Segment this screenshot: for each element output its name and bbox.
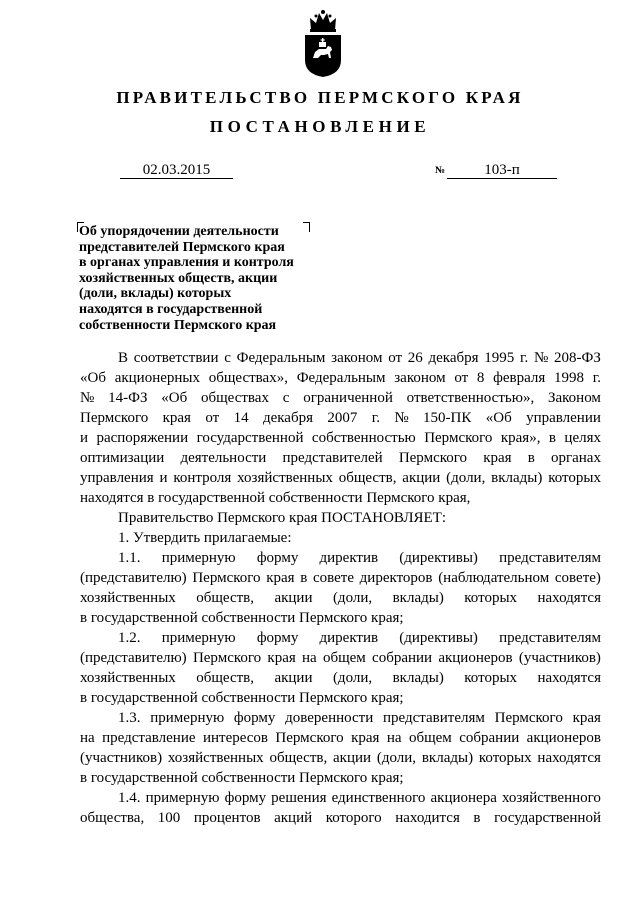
body-line: находятся в государственной собственности Пермского края, xyxy=(80,490,471,506)
body-line: и распоряжении государственной собственностью Пермского края», в целях xyxy=(80,430,601,446)
document-number: 103-п xyxy=(447,162,557,179)
subject-line: в органах управления и контроля xyxy=(79,255,294,271)
body-line: управления и контроля хозяйственных обществ, акции (доли, вклады) которых xyxy=(80,470,601,486)
body-line: «Об акционерных обществах», Федеральным законом от 8 февраля 1998 г. xyxy=(80,370,601,386)
subject-line: находятся в государственной xyxy=(79,301,263,317)
body-line: в государственной собственности Пермского края; xyxy=(80,770,404,786)
document-date: 02.03.2015 xyxy=(120,162,233,179)
body-line: общества, 100 процентов акций которого находится в государственной xyxy=(80,810,601,826)
body-line: на представление интересов Пермского края на общем собрании акционеров xyxy=(80,730,601,746)
document-type: ПОСТАНОВЛЕНИЕ xyxy=(209,117,431,136)
body-line: В соответствии с Федеральным законом от 26 декабря 1995 г. № 208-ФЗ xyxy=(118,350,601,366)
body-line: 1.1. примерную форму директив (директивы) представителям xyxy=(118,550,601,566)
body-line: Правительство Пермского края ПОСТАНОВЛЯЕТ: xyxy=(118,510,447,526)
document-subject xyxy=(79,224,339,333)
subject-line: Об упорядочении деятельности xyxy=(79,224,279,239)
body-line: в государственной собственности Пермского края; xyxy=(80,690,404,706)
subject-line: представителей Пермского края xyxy=(79,239,285,255)
body-line: оптимизации деятельности представителей Пермского края в органах xyxy=(80,450,601,466)
perm-krai-coat-of-arms-icon xyxy=(302,8,344,78)
body-line: (участников) хозяйственных обществ, акции (доли, вклады) которых находятся xyxy=(80,750,601,766)
body-line: (представителю) Пермского края в совете директоров (наблюдательном совете) xyxy=(80,570,601,586)
body-line: 1.3. примерную форму доверенности представителям Пермского края xyxy=(118,710,601,726)
number-sign: № xyxy=(435,165,446,176)
subject-line: собственности Пермского края xyxy=(79,317,277,333)
subject-line: (доли, вклады) которых xyxy=(79,286,232,302)
subject-line: хозяйственных обществ, акции xyxy=(79,270,278,286)
body-line: в государственной собственности Пермского края; xyxy=(80,610,404,626)
body-line: хозяйственных обществ, акции (доли, вклады) которых находятся xyxy=(80,670,601,686)
body-line: 1.2. примерную форму директив (директивы) представителям xyxy=(118,630,601,646)
government-title: ПРАВИТЕЛЬСТВО ПЕРМСКОГО КРАЯ xyxy=(116,88,524,107)
document-body xyxy=(80,348,601,828)
body-line: № 14-ФЗ «Об обществах с ограниченной ответственностью», Законом xyxy=(80,390,601,406)
body-line: (представителю) Пермского края на общем собрании акционеров (участников) xyxy=(80,650,601,666)
body-line: 1. Утвердить прилагаемые: xyxy=(118,530,292,546)
body-line: Пермского края от 14 декабря 2007 г. № 150-ПК «Об управлении xyxy=(80,410,601,426)
body-line: 1.4. примерную форму решения единственного акционера хозяйственного xyxy=(118,790,601,806)
body-line: хозяйственных обществ, акции (доли, вклады) которых находятся xyxy=(80,590,601,606)
